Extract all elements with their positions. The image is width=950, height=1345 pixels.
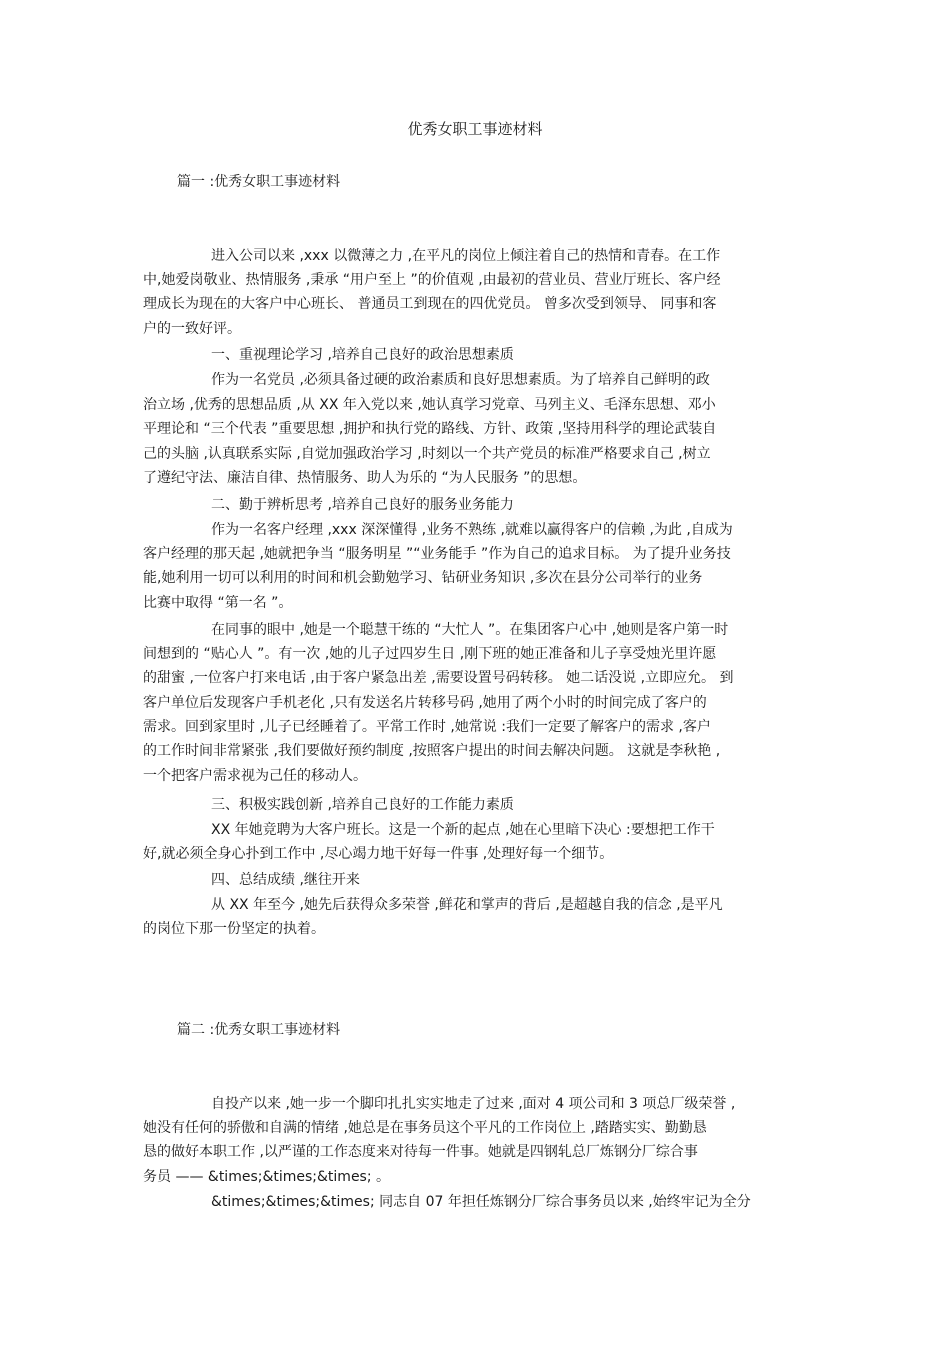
part1-line: 的甜蜜 ,一位客户打来电话 ,由于客户紧急出差 ,需要设置号码转移。 她二话没说 ,立即应允。 到 (143, 670, 734, 686)
part1-line: 需求。回到家里时 ,儿子已经睡着了。平常工作时 ,她常说 :我们一定要了解客户的需求 ,客户 (143, 719, 711, 735)
part1-line: 治立场 ,优秀的思想品质 ,从 XX 年入党以来 ,她认真学习党章、马列主义、毛泽东思想、邓小 (143, 397, 716, 413)
part1-line: 的岗位下那一份坚定的执着。 (143, 921, 325, 937)
part2-line: &times;&times;&times; 同志自 07 年担任炼钢分厂综合事务员以来 ,始终牢记为全分 (211, 1194, 751, 1210)
part1-line: 客户经理的那天起 ,她就把争当 “服务明星 ”“业务能手 ”作为自己的追求目标。 为了提升业务技 (143, 546, 731, 562)
part2-line: 自投产以来 ,她一步一个脚印扎扎实实地走了过来 ,面对 4 项公司和 3 项总厂级荣誉 , (211, 1096, 736, 1112)
part1-heading: 篇一 :优秀女职工事迹材料 (177, 174, 341, 190)
document-title: 优秀女职工事迹材料 (407, 120, 543, 138)
part1-line: 作为一名客户经理 ,xxx 深深懂得 ,业务不熟练 ,就难以赢得客户的信赖 ,为此 ,自成为 (211, 522, 733, 538)
part1-line: 比赛中取得 “第一名 ”。 (143, 595, 293, 611)
part2-line: 她没有任何的骄傲和自满的情绪 ,她总是在事务员这个平凡的工作岗位上 ,踏踏实实、勤勤恳 (143, 1120, 707, 1136)
part1-line: 间想到的 “贴心人 ”。有一次 ,她的儿子过四岁生日 ,刚下班的她正准备和儿子享受烛光里许愿 (143, 646, 717, 662)
part1-line: 能,她利用一切可以利用的时间和机会勤勉学习、钻研业务知识 ,多次在县分公司举行的业务 (143, 570, 703, 586)
part1-line: XX 年她竞聘为大客户班长。这是一个新的起点 ,她在心里暗下决心 :要想把工作干 (211, 822, 715, 838)
part1-line: 己的头脑 ,认真联系实际 ,自觉加强政治学习 ,时刻以一个共产党员的标准严格要求自己 ,树立 (143, 446, 711, 462)
part1-line: 一个把客户需求视为己任的移动人。 (143, 768, 367, 784)
part2-heading: 篇二 :优秀女职工事迹材料 (177, 1022, 341, 1038)
part1-line: 中,她爱岗敬业、热情服务 ,秉承 “用户至上 ”的价值观 ,由最初的营业员、营业厅班长、客户经 (143, 272, 721, 288)
part1-line: 进入公司以来 ,xxx 以微薄之力 ,在平凡的岗位上倾注着自己的热情和青春。在工作 (211, 248, 721, 264)
part1-line: 的工作时间非常紧张 ,我们要做好预约制度 ,按照客户提出的时间去解决问题。 这就是李秋艳 , (143, 743, 721, 759)
part2-line: 恳的做好本职工作 ,以严谨的工作态度来对待每一件事。她就是四钢轧总厂炼钢分厂综合事 (143, 1144, 698, 1160)
part1-line: 作为一名党员 ,必须具备过硬的政治素质和良好思想素质。为了培养自己鲜明的政 (211, 372, 710, 388)
part1-line: 好,就必须全身心扑到工作中 ,尽心竭力地干好每一件事 ,处理好每一个细节。 (143, 846, 614, 862)
part1-line: 在同事的眼中 ,她是一个聪慧干练的 “大忙人 ”。在集团客户心中 ,她则是客户第一时 (211, 622, 729, 638)
part1-line: 户的一致好评。 (143, 321, 241, 337)
part1-subheading: 三、积极实践创新 ,培养自己良好的工作能力素质 (211, 797, 514, 813)
part1-line: 理成长为现在的大客户中心班长、 普通员工到现在的四优党员。 曾多次受到领导、 同事和客 (143, 296, 717, 312)
part1-line: 了遵纪守法、廉洁自律、热情服务、助人为乐的 “为人民服务 ”的思想。 (143, 470, 587, 486)
part1-subheading: 二、勤于辨析思考 ,培养自己良好的服务业务能力 (211, 497, 514, 513)
part1-line: 从 XX 年至今 ,她先后获得众多荣誉 ,鲜花和掌声的背后 ,是超越自我的信念 ,是平凡 (211, 897, 723, 913)
part1-subheading: 一、重视理论学习 ,培养自己良好的政治思想素质 (211, 347, 514, 363)
part1-line: 客户单位后发现客户手机老化 ,只有发送名片转移号码 ,她用了两个小时的时间完成了客户的 (143, 695, 707, 711)
part1-line: 平理论和 “三个代表 ”重要思想 ,拥护和执行党的路线、方针、政策 ,坚持用科学的理论武装自 (143, 421, 717, 437)
part2-line: 务员 —— &times;&times;&times; 。 (143, 1169, 391, 1185)
part1-subheading: 四、总结成绩 ,继往开来 (211, 872, 360, 888)
